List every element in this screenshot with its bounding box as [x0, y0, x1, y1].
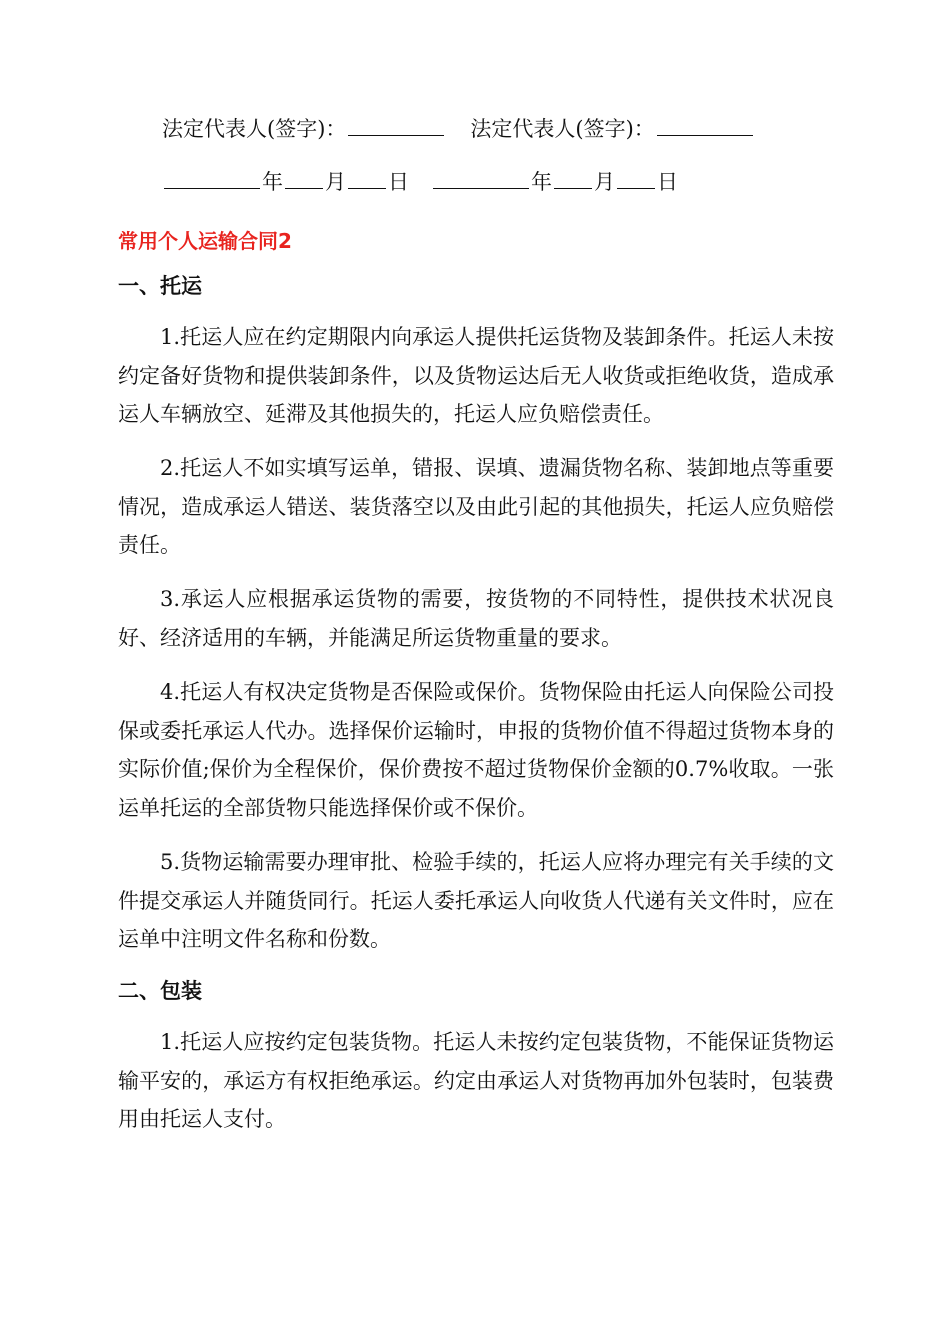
section-heading-consignment: 一、托运 — [118, 274, 202, 298]
paragraph-consignment-1: 1.托运人应在约定期限内向承运人提供托运货物及装卸条件。托运人未按约定备好货物和提供装卸条件，以及货物运达后无人收货或拒绝收货，造成承运人车辆放空、延滞及其他损失的，托运人应负赔偿责任。 — [118, 325, 834, 426]
day-blank-right — [617, 187, 655, 189]
year-blank-left — [164, 187, 260, 189]
month-blank-left — [285, 187, 323, 189]
day-blank-left — [348, 187, 386, 189]
signature-row — [162, 113, 755, 145]
date-row — [162, 166, 678, 198]
year-label-right: 年 — [531, 170, 552, 194]
year-blank-right — [433, 187, 529, 189]
month-blank-right — [554, 187, 592, 189]
paragraph-consignment-4: 4.托运人有权决定货物是否保险或保价。货物保险由托运人向保险公司投保或委托承运人代办。选择保价运输时，申报的货物价值不得超过货物本身的实际价值;保价为全程保价，保价费按不超过货物保价金额的0.7%收取。一张运单托运的全部货物只能选择保价或不保价。 — [118, 680, 834, 820]
paragraph-consignment-5: 5.货物运输需要办理审批、检验手续的，托运人应将办理完有关手续的文件提交承运人并随货同行。托运人委托承运人向收货人代递有关文件时，应在运单中注明文件名称和份数。 — [118, 850, 834, 951]
month-label-left: 月 — [325, 170, 346, 194]
paragraph-consignment-3: 3.承运人应根据承运货物的需要，按货物的不同特性，提供技术状况良好、经济适用的车辆，并能满足所运货物重量的要求。 — [118, 587, 834, 650]
signature-label-right: 法定代表人(签字)： — [470, 117, 655, 141]
signature-blank-left — [348, 134, 444, 136]
section-heading-packaging: 二、包装 — [118, 979, 202, 1003]
signature-label-left: 法定代表人(签字)： — [162, 117, 347, 141]
paragraph-consignment-2: 2.托运人不如实填写运单，错报、误填、遗漏货物名称、装卸地点等重要情况，造成承运人错送、装货落空以及由此引起的其他损失，托运人应负赔偿责任。 — [118, 456, 834, 557]
document-title: 常用个人运输合同2 — [118, 229, 292, 253]
paragraph-packaging-1: 1.托运人应按约定包装货物。托运人未按约定包装货物，不能保证货物运输平安的，承运方有权拒绝承运。约定由承运人对货物再加外包装时，包装费用由托运人支付。 — [118, 1030, 834, 1131]
month-label-right: 月 — [594, 170, 615, 194]
signature-blank-right — [657, 134, 753, 136]
day-label-right: 日 — [657, 170, 678, 194]
year-label-left: 年 — [262, 170, 283, 194]
day-label-left: 日 — [388, 170, 409, 194]
